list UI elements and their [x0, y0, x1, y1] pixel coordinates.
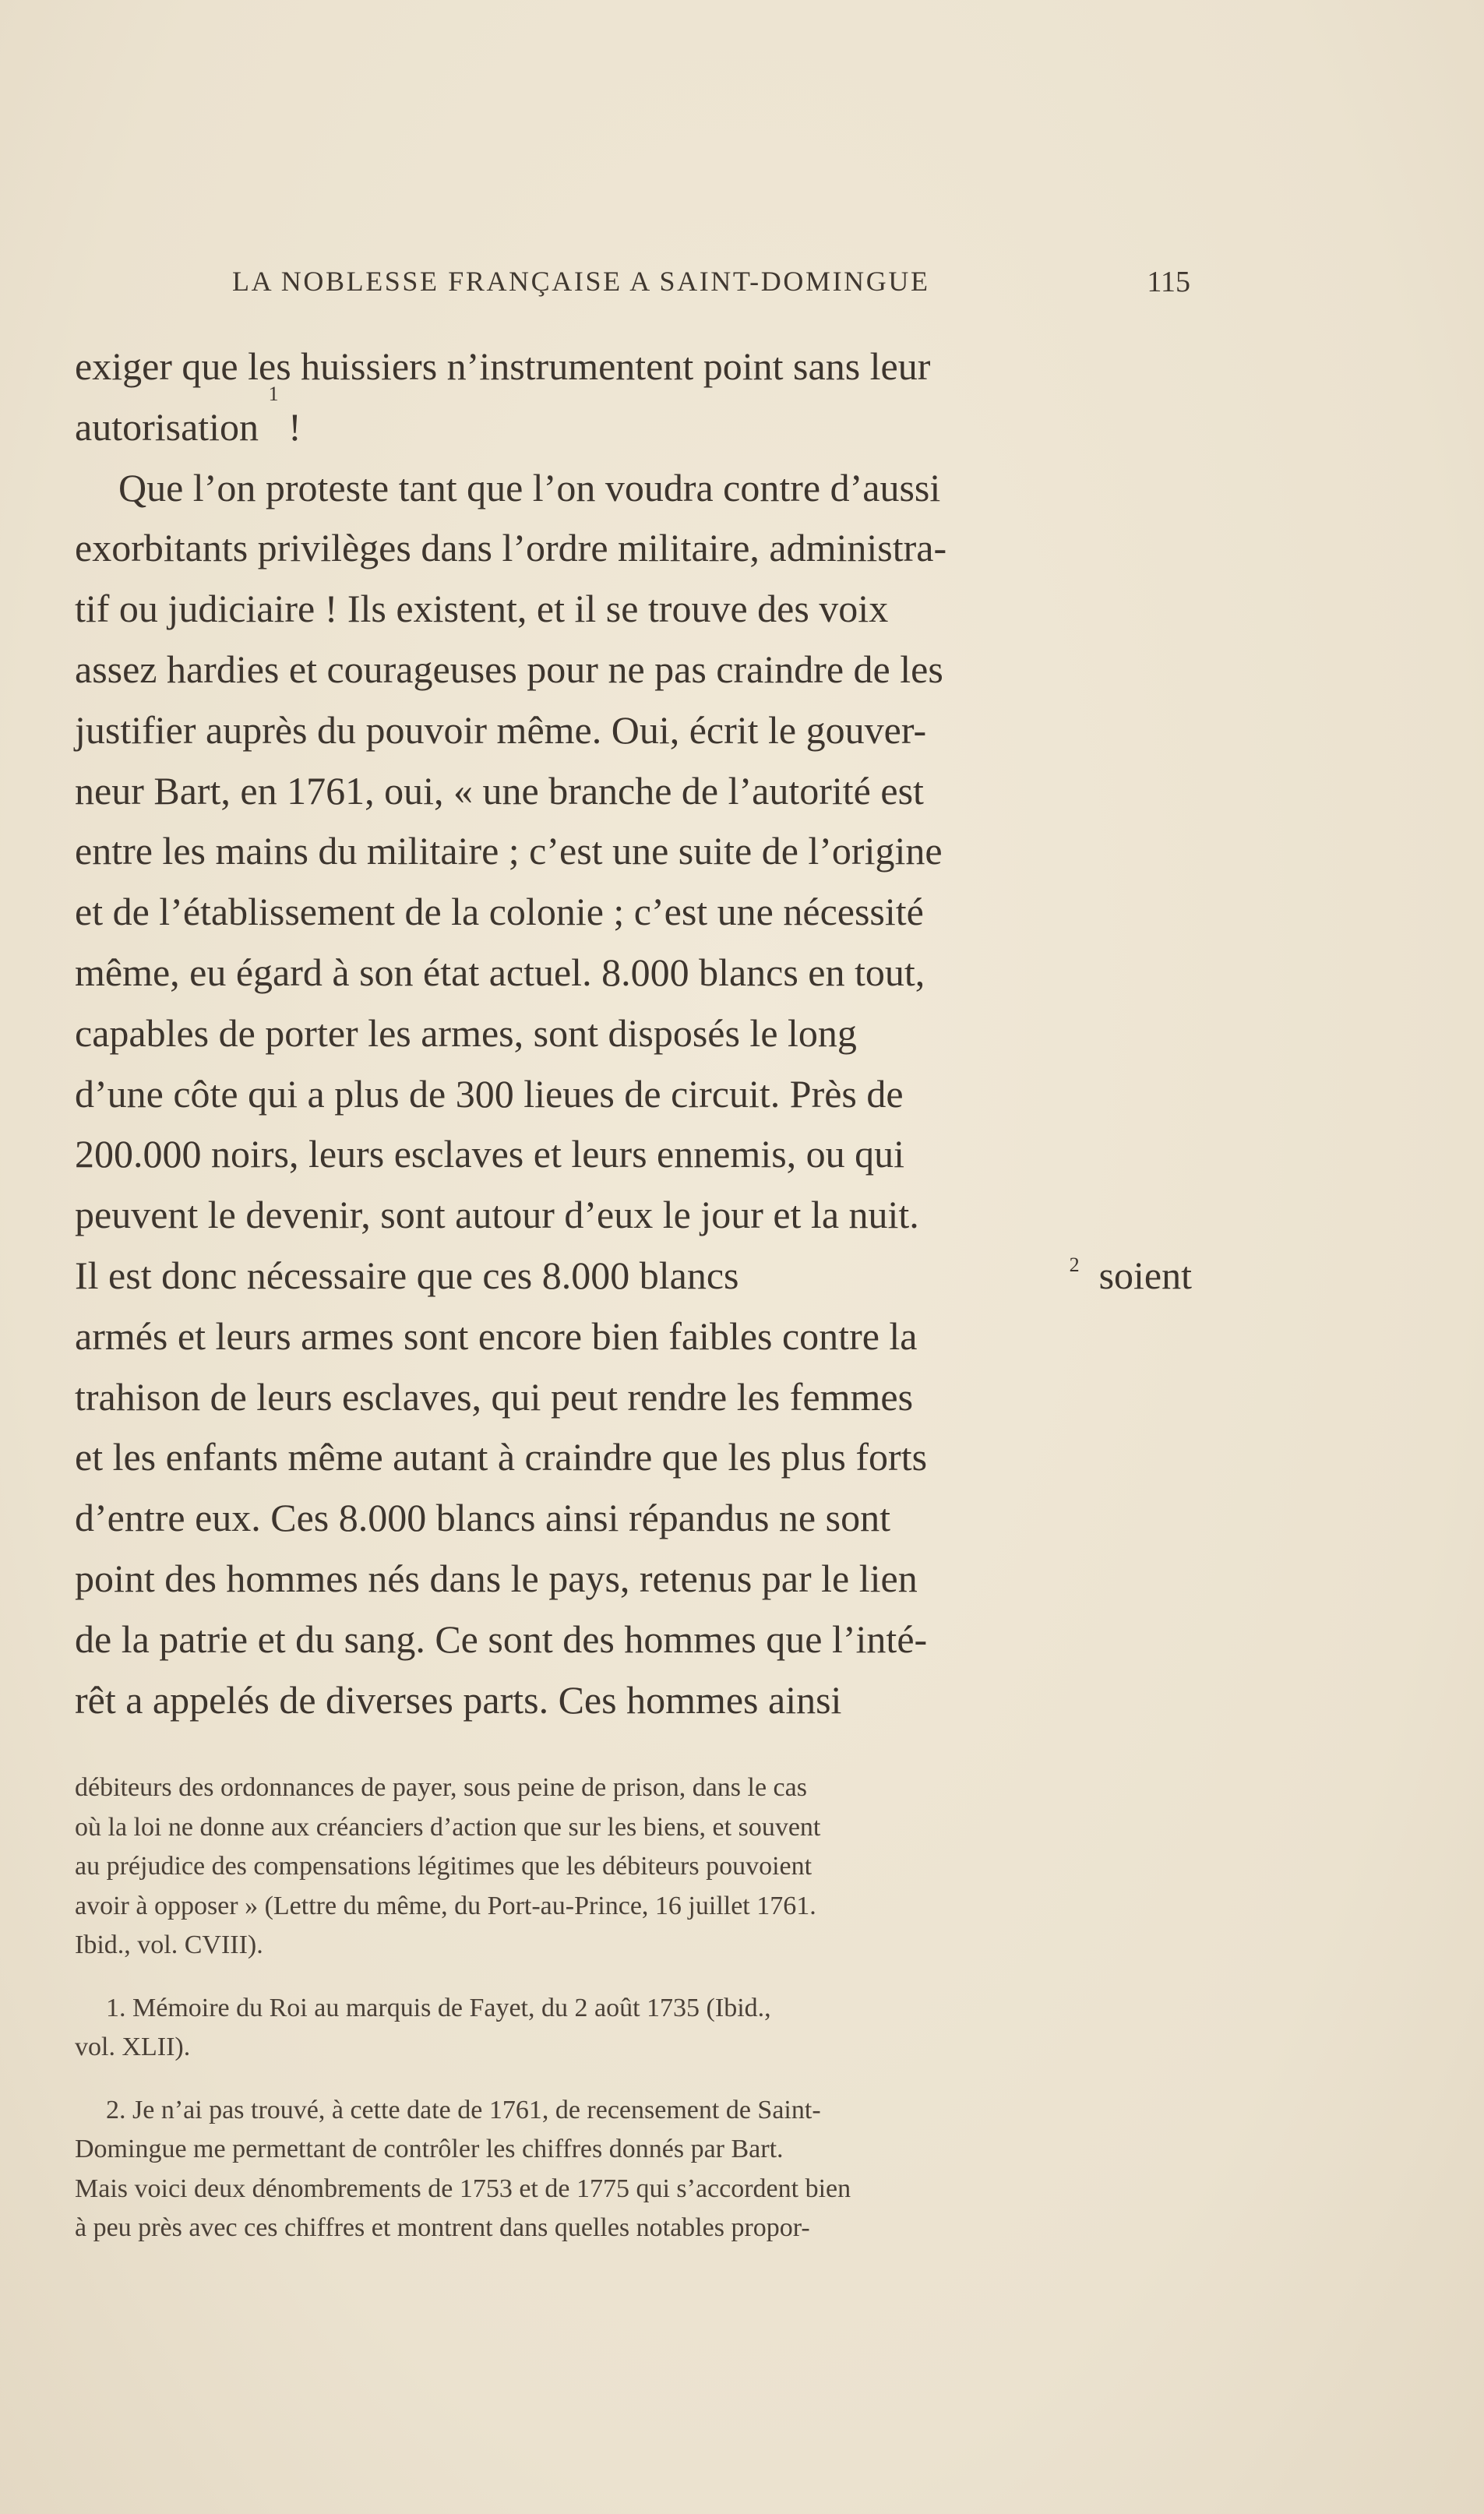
footnote-2-line: Mais voici deux dénombrements de 1753 et de 1775 qui s’accordent bien — [75, 2174, 851, 2203]
footnote-2-line: à peu près avec ces chiffres et montrent dans quelles notables propor- — [75, 2213, 810, 2242]
text-line: d’entre eux. Ces 8.000 blancs ainsi répandus ne sont — [75, 1496, 890, 1540]
text-line: point des hommes nés dans le pays, retenus par le lien — [75, 1556, 918, 1600]
footnote-line: Ibid., vol. CVIII). — [75, 1930, 263, 1959]
text-line: 200.000 noirs, leurs esclaves et leurs ennemis, ou qui — [75, 1132, 905, 1176]
footnote-2-line: 2. Je n’ai pas trouvé, à cette date de 1761, de recensement de Saint- — [106, 2095, 821, 2124]
text-line: et de l’établissement de la colonie ; c’est une nécessité — [75, 890, 924, 934]
text-line: et les enfants même autant à craindre que les plus forts — [75, 1435, 928, 1479]
footnote-line: où la loi ne donne aux créanciers d’action que sur les biens, et souvent — [75, 1812, 821, 1842]
footnote-line: avoir à opposer » (Lettre du même, du Port-au-Prince, 16 juillet 1761. — [75, 1891, 816, 1920]
footnote-ref[interactable]: 2 — [1069, 1253, 1080, 1277]
footnote-ref[interactable]: 1 — [268, 382, 279, 405]
text-line: de la patrie et du sang. Ce sont des hommes que l’inté- — [75, 1617, 928, 1661]
running-header — [232, 265, 1190, 304]
text-line-part: soient — [1098, 1253, 1192, 1297]
text-line: d’une côte qui a plus de 300 lieues de circuit. Près de — [75, 1071, 904, 1116]
text-line: rêt a appelés de diverses parts. Ces hommes ainsi — [75, 1677, 842, 1722]
running-title: LA NOBLESSE FRANÇAISE A SAINT-DOMINGUE — [232, 266, 930, 297]
text-line: armés et leurs armes sont encore bien faibles contre la — [75, 1313, 918, 1358]
footnote-line: débiteurs des ordonnances de payer, sous peine de prison, dans le cas — [75, 1773, 807, 1802]
footnote-2-line: Domingue me permettant de contrôler les chiffres donnés par Bart. — [75, 2135, 784, 2163]
text-line: exiger que les huissiers n’instrumentent point sans leur — [75, 344, 931, 388]
main-text — [75, 337, 1192, 1730]
page-number: 115 — [1147, 266, 1190, 298]
text-line-part: Il est donc nécessaire que ces 8.000 blancs — [75, 1253, 739, 1297]
text-line: assez hardies et courageuses pour ne pas craindre de les — [75, 647, 943, 691]
text-line: tif ou judiciaire ! Ils existent, et il se trouve des voix — [75, 587, 889, 631]
footnotes — [75, 1768, 1179, 2248]
text-line: Que l’on proteste tant que l’on voudra contre d’aussi — [118, 465, 941, 509]
text-line: même, eu égard à son état actuel. 8.000 blancs en tout, — [75, 950, 925, 994]
text-line: exorbitants privilèges dans l’ordre militaire, administra- — [75, 526, 947, 570]
text-line: trahison de leurs esclaves, qui peut rendre les femmes — [75, 1374, 914, 1419]
text-line: neur Bart, en 1761, oui, « une branche de l’autorité est — [75, 768, 924, 813]
text-line-part: autorisation — [75, 404, 259, 449]
text-line: entre les mains du militaire ; c’est une suite de l’origine — [75, 829, 943, 873]
text-line: justifier auprès du pouvoir même. Oui, écrit le gouver- — [75, 707, 927, 752]
footnote-1-line: 1. Mémoire du Roi au marquis de Fayet, du 2 août 1735 (Ibid., — [106, 1993, 771, 2022]
footnote-line: au préjudice des compensations légitimes que les débiteurs pouvoient — [75, 1852, 812, 1881]
footnote-1-line: vol. XLII). — [75, 2033, 191, 2061]
text-line: capables de porter les armes, sont disposés le long — [75, 1010, 857, 1055]
text-line — [75, 1246, 1192, 1306]
text-line — [75, 382, 1192, 458]
text-line: peuvent le devenir, sont autour d’eux le jour et la nuit. — [75, 1193, 919, 1237]
exclamation: ! — [288, 404, 301, 449]
